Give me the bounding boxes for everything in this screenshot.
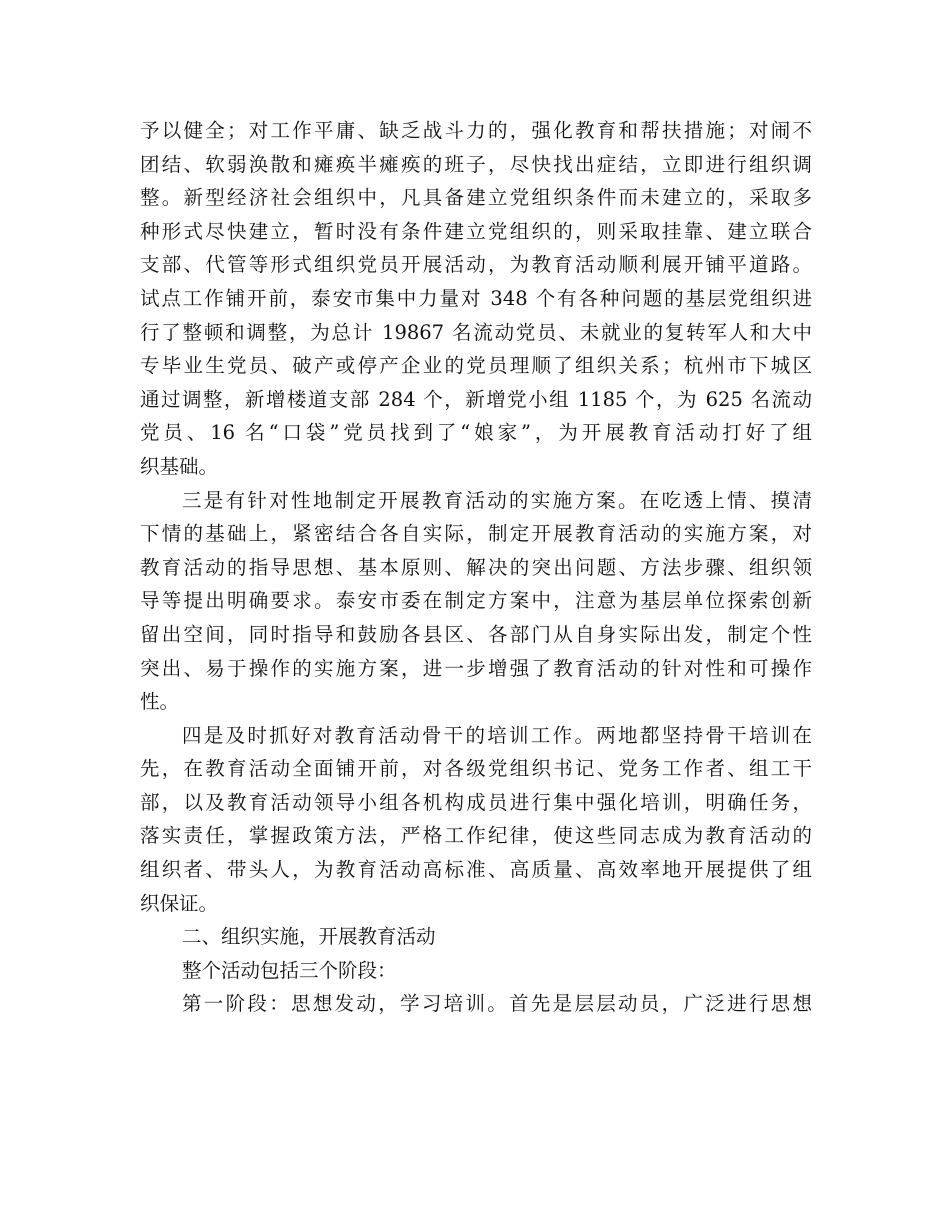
text-line: 下情的基础上，紧密结合各自实际，制定开展教育活动的实施方案，对 — [140, 522, 812, 546]
text-line: 组织者、带头人，为教育活动高标准、高质量、高效率地开展提供了组 — [140, 858, 812, 882]
paragraph-first-line: 四是及时抓好对教育活动骨干的培训工作。两地都坚持骨干培训在 — [182, 723, 812, 747]
text-line: 教育活动的指导思想、基本原则、解决的突出问题、方法步骤、组织领 — [140, 555, 812, 579]
text-line: 先，在教育活动全面铺开前，对各级党组织书记、党务工作者、组工干 — [140, 757, 812, 781]
text-line: 行了整顿和调整，为总计 19867 名流动党员、未就业的复转军人和大中 — [140, 320, 812, 344]
text-line: 试点工作铺开前，泰安市集中力量对 348 个有各种问题的基层党组织进 — [140, 286, 812, 310]
text-line: 部，以及教育活动领导小组各机构成员进行集中强化培训，明确任务， — [140, 790, 812, 814]
text-line: 性。 — [140, 690, 180, 714]
text-line: 通过调整，新增楼道支部 284 个，新增党小组 1185 个，为 625 名流动 — [140, 387, 812, 411]
text-line: 支部、代管等形式组织党员开展活动，为教育活动顺利展开铺平道路。 — [140, 253, 812, 277]
text-line: 突出、易于操作的实施方案，进一步增强了教育活动的针对性和可操作 — [140, 656, 812, 680]
text-line: 党员、16 名“口袋”党员找到了“娘家”，为开展教育活动打好了组 — [140, 421, 812, 445]
text-line: 导等提出明确要求。泰安市委在制定方案中，注意为基层单位探索创新 — [140, 589, 812, 613]
text-line: 织基础。 — [140, 454, 219, 478]
text-line: 团结、软弱涣散和瘫痪半瘫痪的班子，尽快找出症结，立即进行组织调 — [140, 152, 812, 176]
paragraph-first-line: 第一阶段：思想发动，学习培训。首先是层层动员，广泛进行思想 — [182, 992, 812, 1016]
paragraph-first-line: 三是有针对性地制定开展教育活动的实施方案。在吃透上情、摸清 — [182, 488, 812, 512]
paragraph-first-line: 整个活动包括三个阶段： — [182, 958, 397, 982]
text-line: 落实责任，掌握政策方法，严格工作纪律，使这些同志成为教育活动的 — [140, 824, 812, 848]
text-line: 整。新型经济社会组织中，凡具备建立党组织条件而未建立的，采取多 — [140, 186, 812, 210]
text-line: 留出空间，同时指导和鼓励各县区、各部门从自身实际出发，制定个性 — [140, 622, 812, 646]
paragraph-first-line: 二、组织实施，开展教育活动 — [182, 925, 436, 949]
text-line: 专毕业生党员、破产或停产企业的党员理顺了组织关系；杭州市下城区 — [140, 354, 812, 378]
text-line: 种形式尽快建立，暂时没有条件建立党组织的，则采取挂靠、建立联合 — [140, 219, 812, 243]
text-line: 织保证。 — [140, 891, 219, 915]
document-body — [140, 114, 812, 1021]
text-line: 予以健全；对工作平庸、缺乏战斗力的，强化教育和帮扶措施；对闹不 — [140, 119, 812, 142]
